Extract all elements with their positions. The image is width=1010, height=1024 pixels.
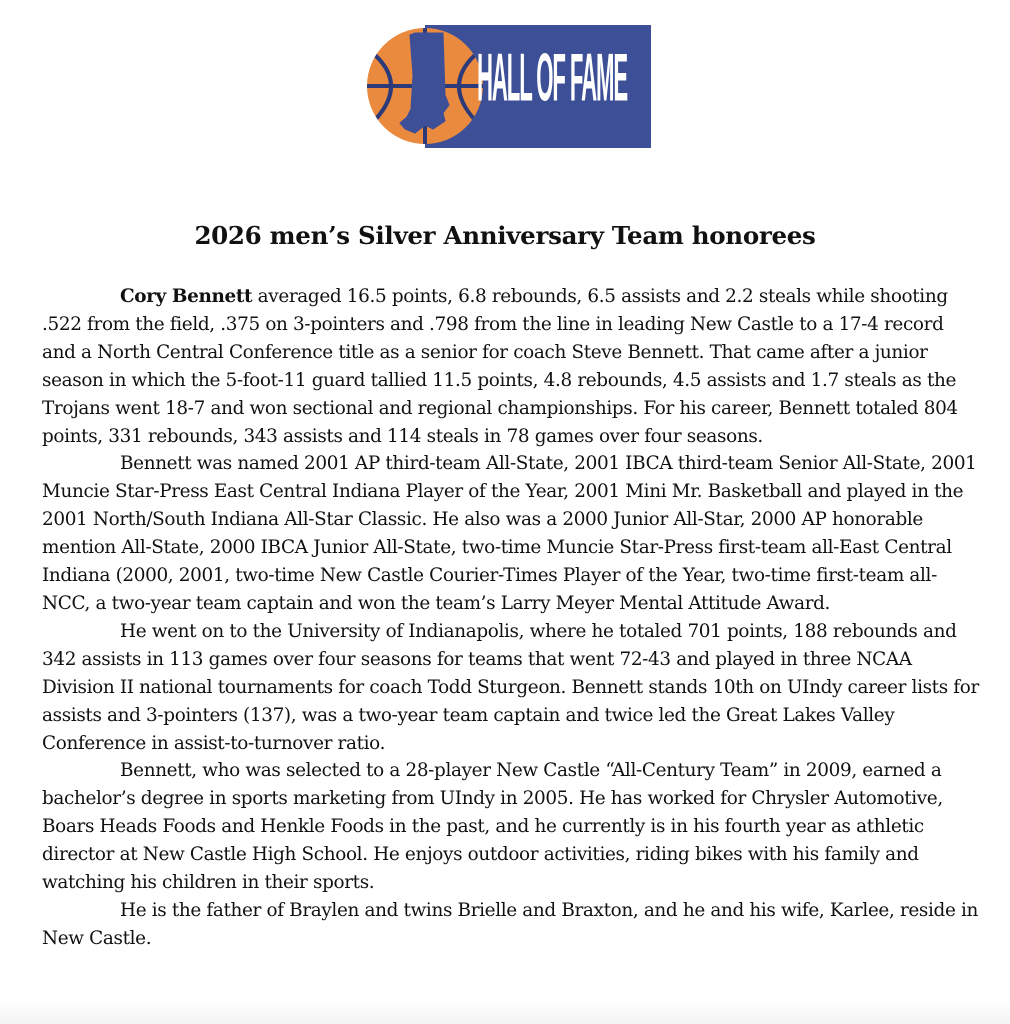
logo-text: HALL OF FAME [477,39,628,116]
article-body [42,283,982,953]
honoree-name: Cory Bennett [120,286,253,307]
page-bottom-edge [0,1002,1010,1024]
paragraph-1 [42,283,982,450]
page-title: 2026 men’s Silver Anniversary Team honorees [194,221,816,250]
hall-of-fame-logo [367,25,651,148]
paragraph-4: Bennett, who was selected to a 28-player New Castle “All-Century Team” in 2009, earned a bachelor’s degree in sports marketing from UIndy in 2005. He has worked for Chrysler Automotive, Boars Heads Foods and Henkle Foods in the past, and he currently is in his fourth year as athletic director at New Castle High School. He enjoys outdoor activities, riding bikes with his family and watching his children in their sports. [42,760,943,894]
paragraph-1-text: averaged 16.5 points, 6.8 rebounds, 6.5 assists and 2.2 steals while shooting .522 from the field, .375 on 3-pointers and .798 from the line in leading New Castle to a 17-4 record and a North Central Conference title as a senior for coach Steve Bennett. That came after a junior season in which the 5-foot-11 guard tallied 11.5 points, 4.8 rebounds, 4.5 assists and 1.7 steals as the Trojans went 18-7 and won sectional and regional championships. For his career, Bennett totaled 804 points, 331 rebounds, 343 assists and 114 steals in 78 games over four seasons. [42,286,958,447]
paragraph-5: He is the father of Braylen and twins Brielle and Braxton, and he and his wife, Karlee, reside in New Castle. [42,899,979,949]
paragraph-2: Bennett was named 2001 AP third-team All-State, 2001 IBCA third-team Senior All-State, 2001 Muncie Star-Press East Central Indiana Player of the Year, 2001 Mini Mr. Basketball and played in the 2001 North/South Indiana All-Star Classic. He also was a 2000 Junior All-Star, 2000 AP honorable mention All-State, 2000 IBCA Junior All-State, two-time Muncie Star-Press first-team all-East Central Indiana (2000, 2001, two-time New Castle Courier-Times Player of the Year, two-time first-team all-NCC, a two-year team captain and won the team’s Larry Meyer Mental Attitude Award. [42,453,977,614]
paragraph-3: He went on to the University of Indianapolis, where he totaled 701 points, 188 rebounds and 342 assists in 113 games over four seasons for teams that went 72-43 and played in three NCAA Division II national tournaments for coach Todd Sturgeon. Bennett stands 10th on UIndy career lists for assists and 3-pointers (137), was a two-year team captain and twice led the Great Lakes Valley Conference in assist-to-turnover ratio. [42,620,979,754]
